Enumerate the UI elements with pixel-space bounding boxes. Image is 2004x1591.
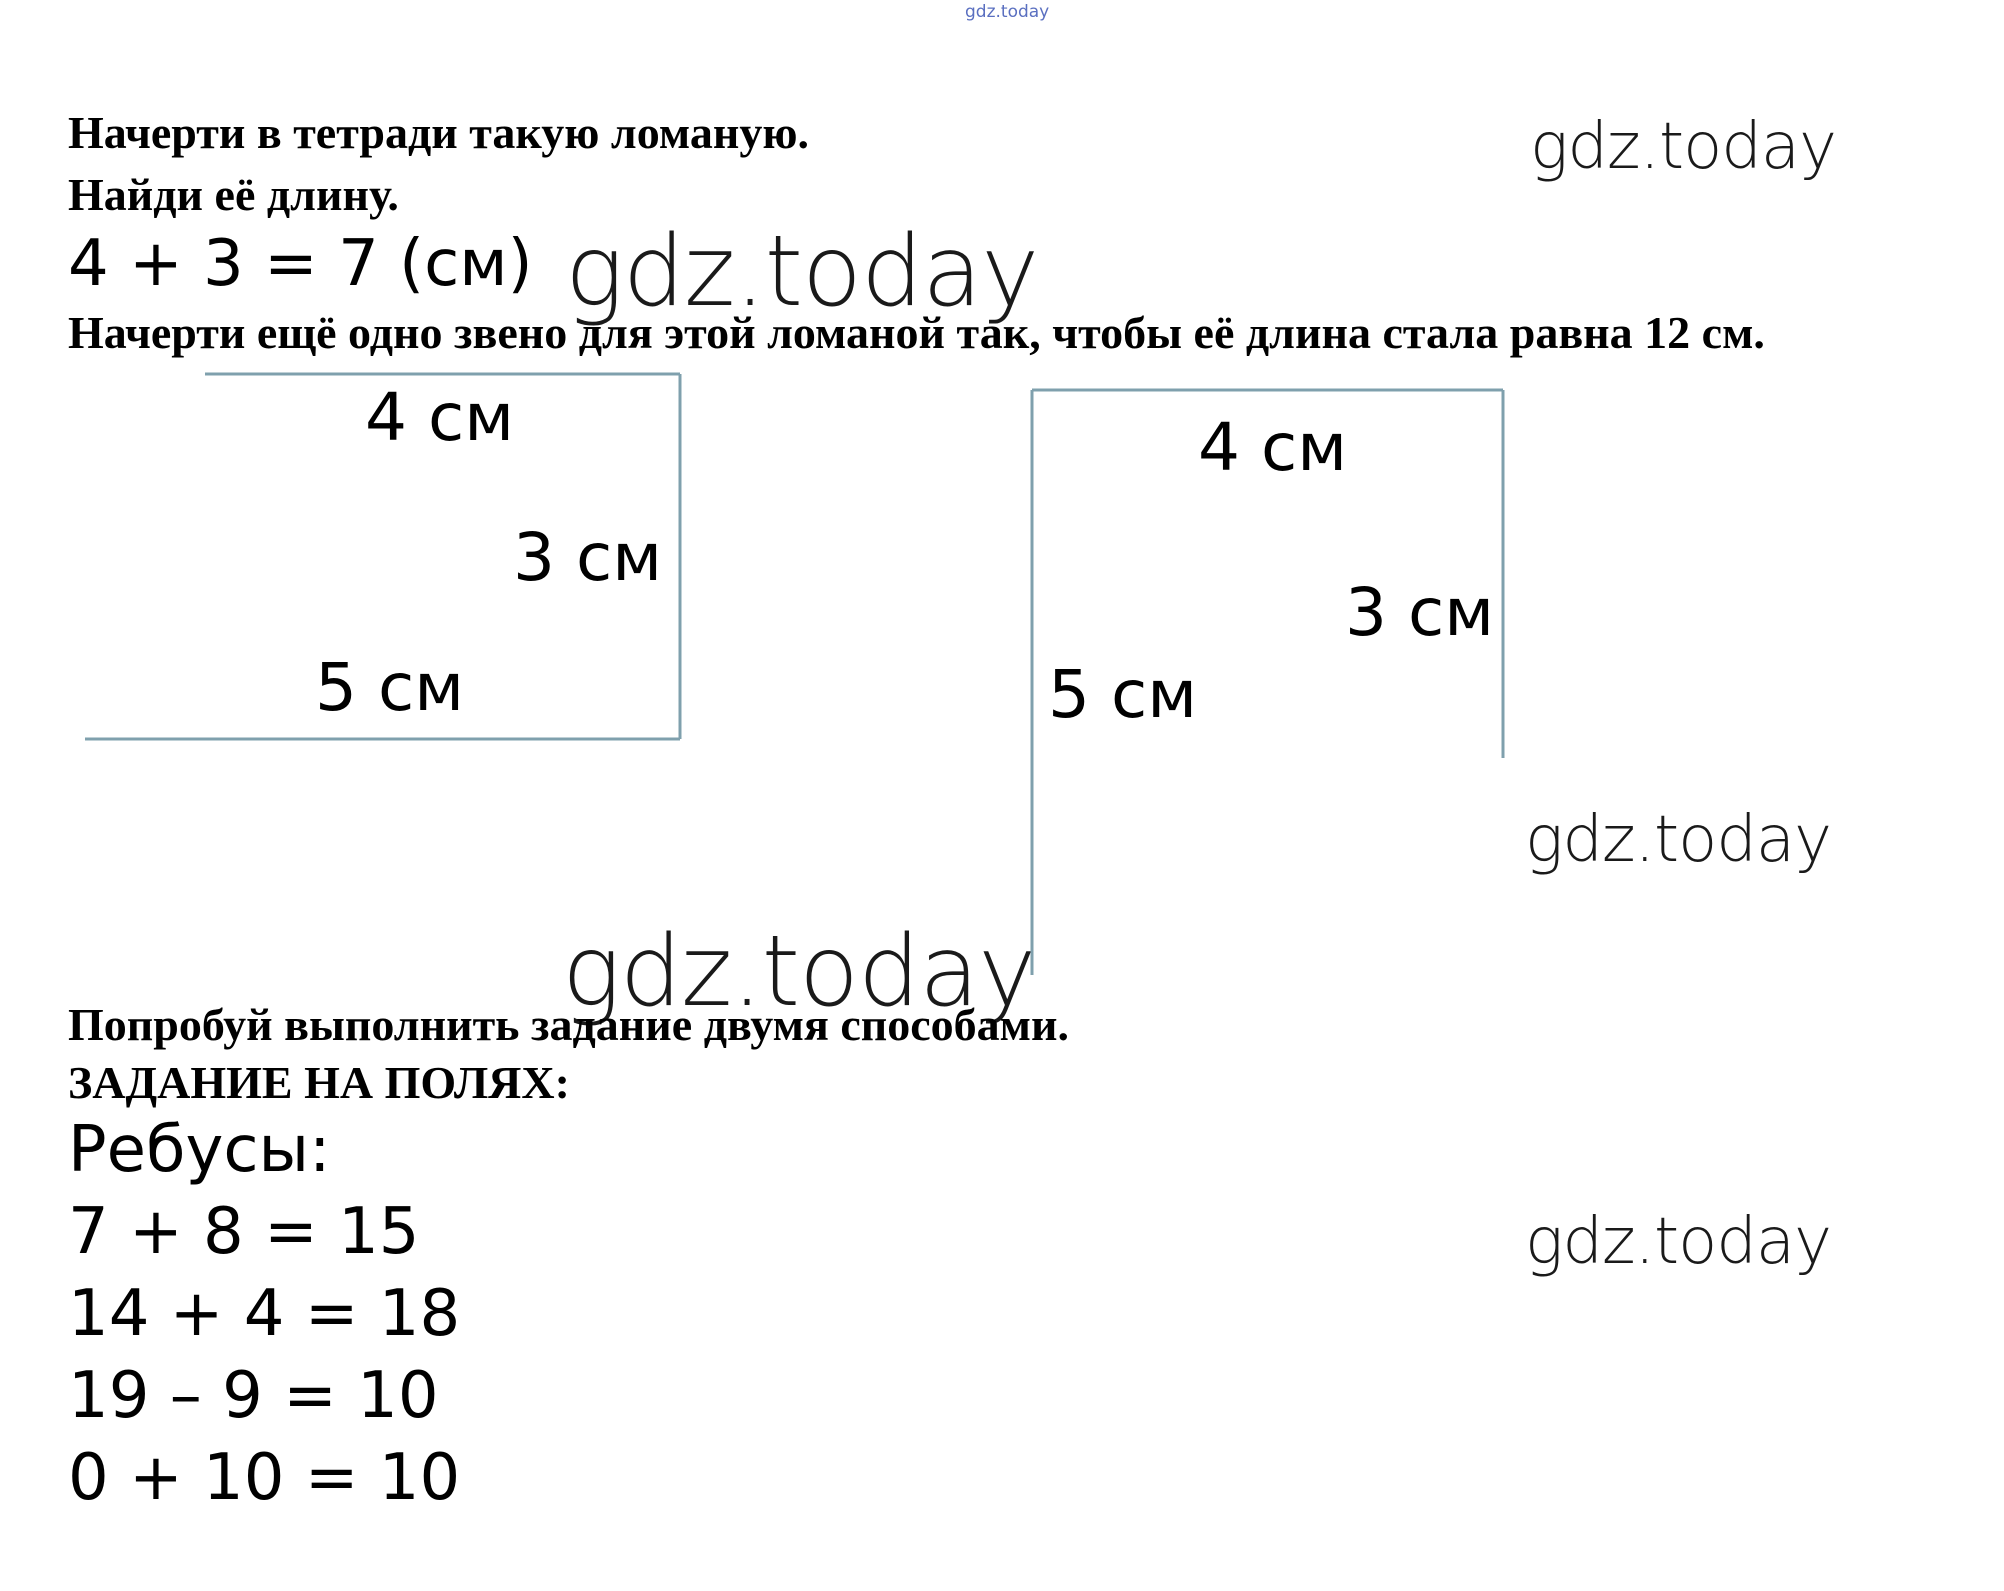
task-line-1: Начерти в тетради такую ломаную. bbox=[68, 107, 810, 158]
right-label-5cm: 5 см bbox=[1048, 656, 1198, 733]
left-label-3cm: 3 см bbox=[513, 519, 663, 596]
watermark-5: gdz.today bbox=[1525, 1205, 1831, 1279]
watermark-2: gdz.today bbox=[565, 215, 1039, 329]
left-label-4cm: 4 см bbox=[365, 379, 515, 456]
footer-line-2: ЗАДАНИЕ НА ПОЛЯХ: bbox=[68, 1057, 570, 1108]
rebus-title: Ребусы: bbox=[68, 1113, 331, 1187]
watermark-3: gdz.today bbox=[1525, 803, 1831, 877]
watermark-top: gdz.today bbox=[965, 2, 1050, 22]
task-line-2: Найди её длину. bbox=[68, 169, 399, 220]
left-label-5cm: 5 см bbox=[315, 649, 465, 726]
right-label-3cm: 3 см bbox=[1345, 574, 1495, 651]
task-line-3: Начерти ещё одно звено для этой ломаной так, чтобы её длина стала равна 12 см. bbox=[68, 307, 1765, 358]
rebus-2: 14 + 4 = 18 bbox=[68, 1277, 461, 1351]
footer-line-1: Попробуй выполнить задание двумя способами. bbox=[68, 999, 1070, 1050]
rebus-1: 7 + 8 = 15 bbox=[68, 1195, 420, 1269]
rebus-4: 0 + 10 = 10 bbox=[68, 1441, 461, 1515]
watermark-1: gdz.today bbox=[1530, 110, 1836, 184]
watermark-4: gdz.today bbox=[562, 915, 1036, 1029]
right-label-4cm: 4 см bbox=[1198, 409, 1348, 486]
answer-length: 4 + 3 = 7 (см) bbox=[68, 227, 533, 301]
rebus-3: 19 – 9 = 10 bbox=[68, 1359, 439, 1433]
